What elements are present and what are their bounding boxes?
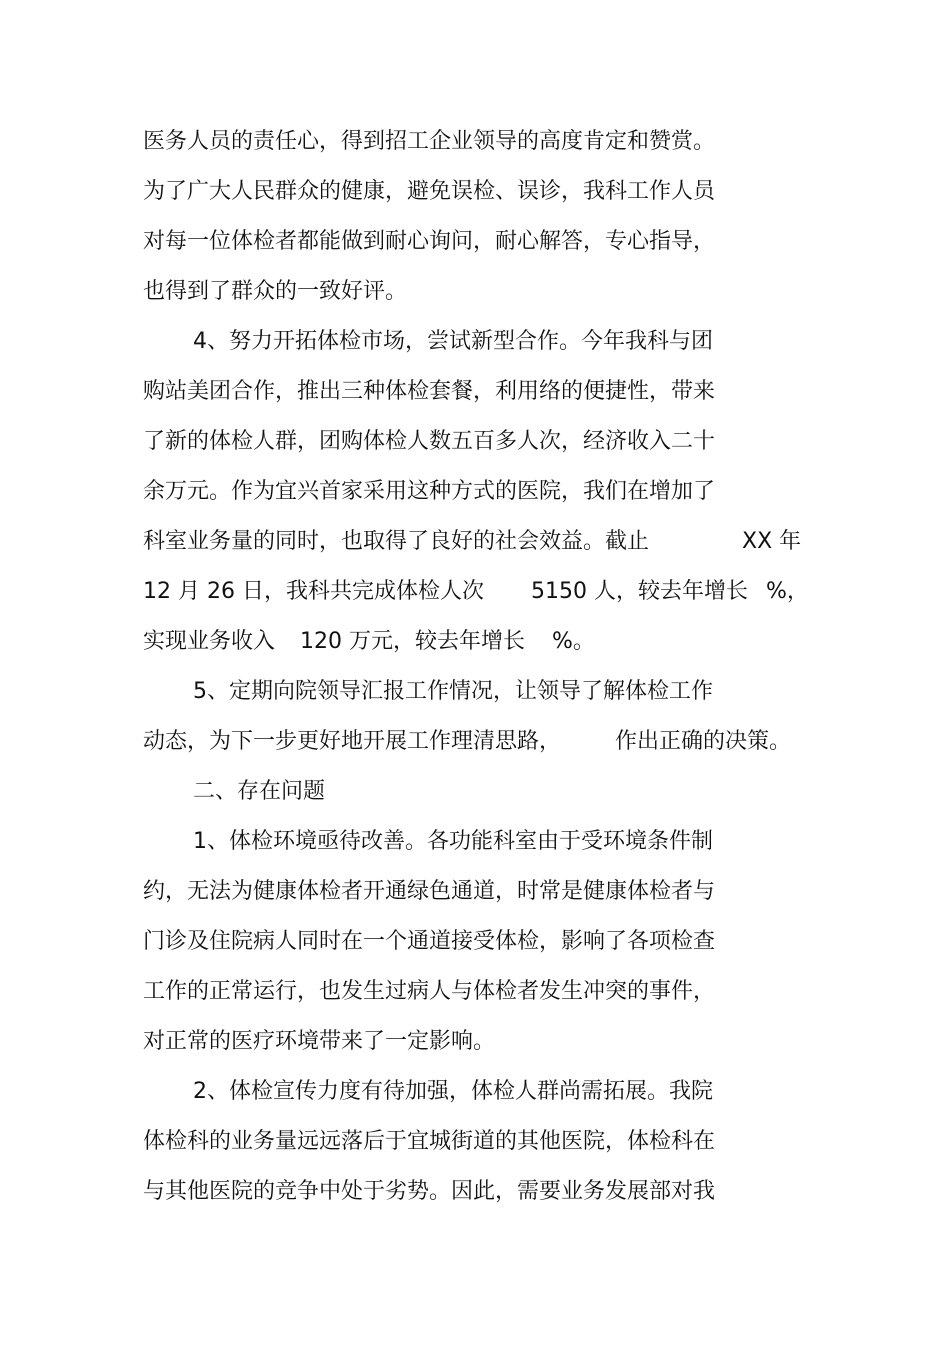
text-line: 作出正确的决策。 (615, 729, 792, 754)
text-line: 余万元。作为宜兴首家采用这种方式的医院，我们在增加了 (143, 479, 716, 504)
paragraph-1-first-line: 1、体检环境亟待改善。各功能科室由于受环境条件制 (193, 829, 713, 854)
text-line: 了新的体检人群，团购体检人数五百多人次，经济收入二十 (143, 429, 716, 454)
paragraph-5-first-line: 5、定期向院领导汇报工作情况，让领导了解体检工作 (193, 679, 713, 704)
text-line: 医务人员的责任心，得到招工企业领导的高度肯定和赞赏。 (143, 129, 716, 154)
text-line: 约，无法为健康体检者开通绿色通道，时常是健康体检者与 (143, 879, 716, 904)
text-line: 动态，为下一步更好地开展工作理清思路， (143, 729, 562, 754)
text-line: 为了广大人民群众的健康，避免误检、误诊，我科工作人员 (143, 179, 716, 204)
text-line: 门诊及住院病人同时在一个通道接受体检，影响了各项检查 (143, 929, 716, 954)
percent-text: %， (766, 579, 809, 604)
count-text: 5150 人，较去年增长 (531, 579, 748, 604)
text-line: 实现业务收入 (143, 629, 276, 654)
text-line: 购站美团合作，推出三种体检套餐，利用络的便捷性，带来 (143, 379, 716, 404)
paragraph-2-first-line: 2、体检宣传力度有待加强，体检人群尚需拓展。我院 (193, 1079, 713, 1104)
text-line: 12 月 26 日，我科共完成体检人次 (143, 579, 484, 604)
paragraph-4-first-line: 4、努力开拓体检市场，尝试新型合作。今年我科与团 (193, 329, 713, 354)
section-heading: 二、存在问题 (193, 779, 326, 804)
text-line: 科室业务量的同时，也取得了良好的社会效益。截止 (143, 529, 650, 554)
text-line: 与其他医院的竞争中处于劣势。因此，需要业务发展部对我 (143, 1179, 716, 1204)
percent-text: %。 (552, 629, 595, 654)
text-line: 也得到了群众的一致好评。 (143, 279, 408, 304)
text-line: 工作的正常运行，也发生过病人与体检者发生冲突的事件， (143, 979, 716, 1004)
text-line: 对每一位体检者都能做到耐心询问，耐心解答，专心指导， (143, 229, 716, 254)
year-text: XX 年 (742, 529, 802, 554)
text-line: 体检科的业务量远远落后于宜城街道的其他医院，体检科在 (143, 1129, 716, 1154)
income-text: 120 万元，较去年增长 (300, 629, 525, 654)
text-line: 对正常的医疗环境带来了一定影响。 (143, 1029, 496, 1054)
